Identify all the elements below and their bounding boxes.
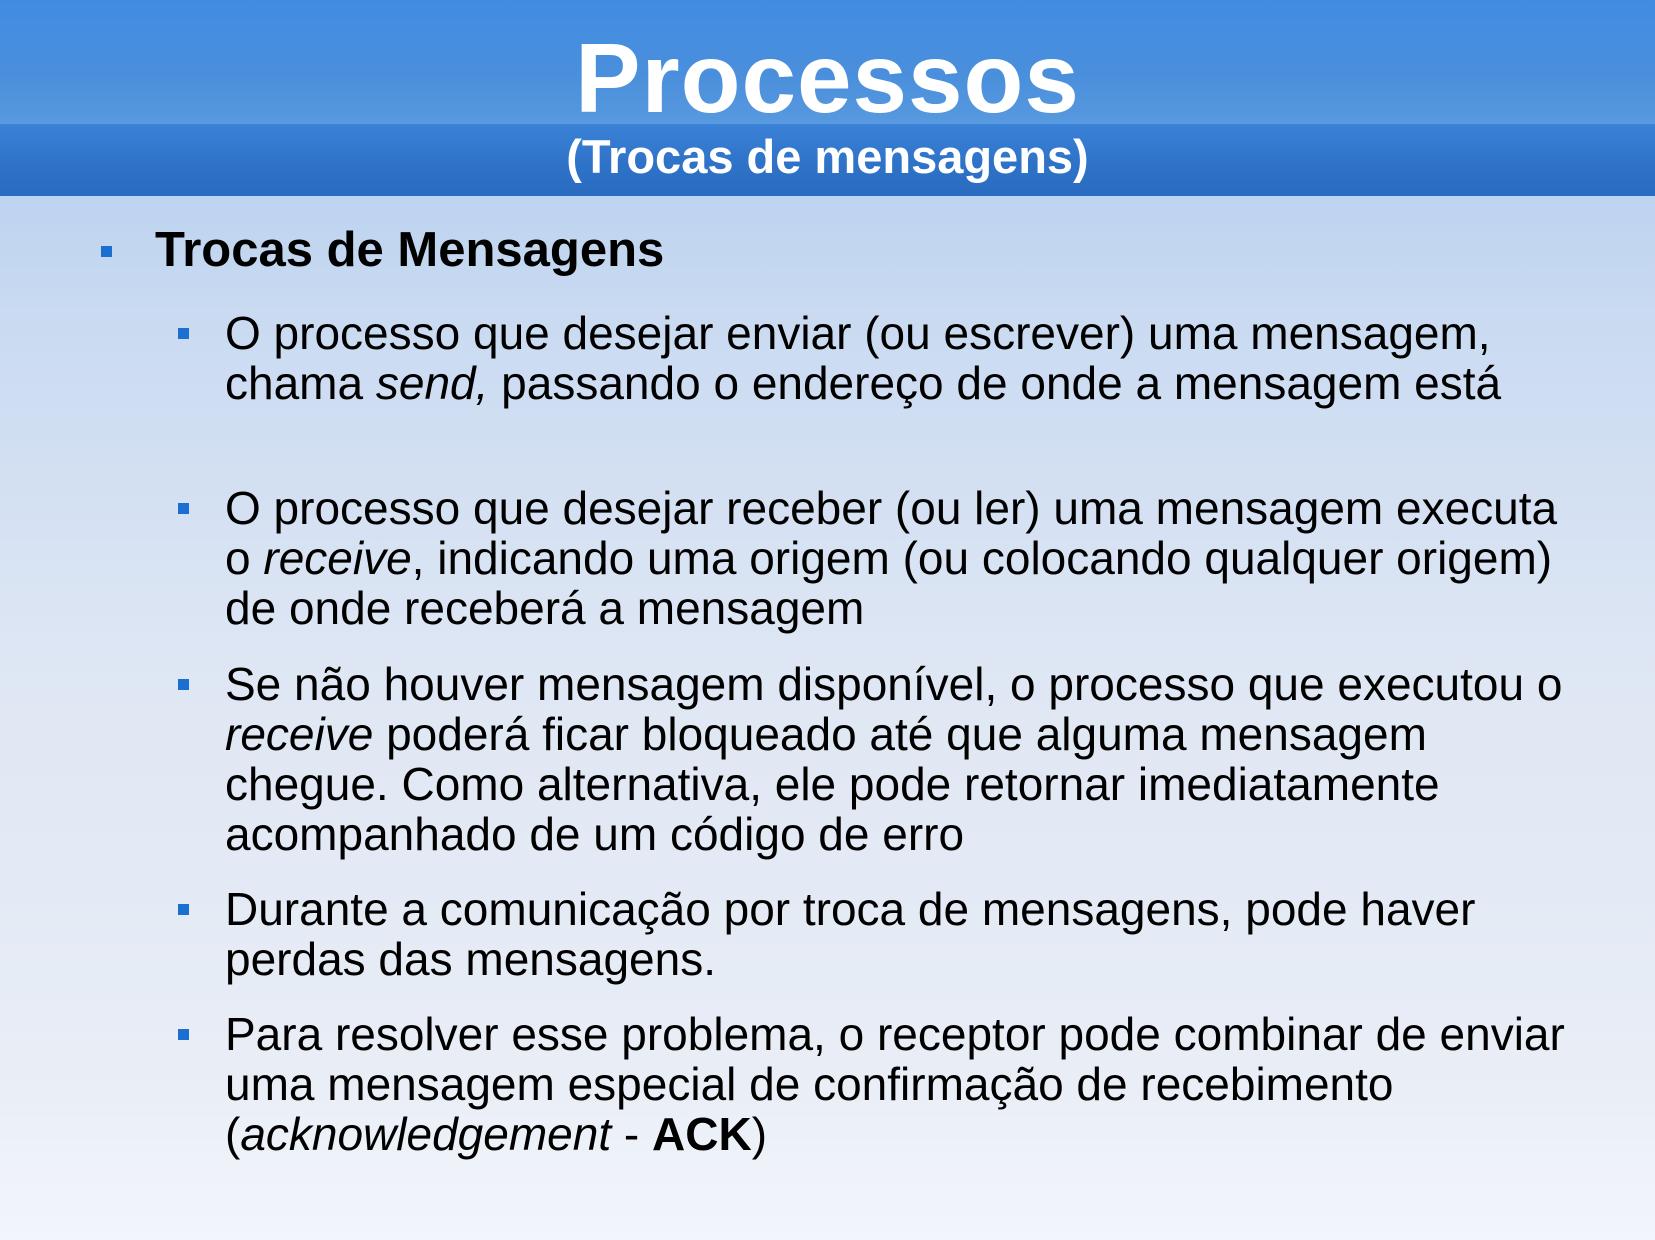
bullet-icon	[178, 904, 189, 915]
list-item	[225, 1009, 1585, 1159]
item-text: poderá ficar bloqueado até que alguma mensagem chegue. Como alternativa, ele pode retornar imediatamente acompanhado de um código de erro	[225, 708, 1440, 860]
bullet-icon	[178, 503, 189, 514]
item-text: passando o endereço de onde a mensagem está	[488, 357, 1502, 409]
item-text: Se não houver mensagem disponível, o processo que executou o	[225, 658, 1563, 710]
item-emphasis: receive	[263, 532, 412, 584]
list-item	[225, 483, 1585, 633]
list-item	[225, 659, 1585, 859]
section-heading: Trocas de Mensagens	[155, 223, 665, 277]
item-text: )	[751, 1108, 768, 1160]
item-emphasis: receive	[225, 708, 374, 760]
item-strong: ACK	[652, 1108, 752, 1160]
item-text: O processo que desejar receber (ou ler) uma mensagem executa o	[225, 482, 1558, 584]
bullet-icon	[178, 328, 189, 339]
item-text: Durante a comunicação por troca de mensagens, pode haver perdas das mensagens.	[225, 883, 1476, 985]
slide-title: Processos	[575, 23, 1080, 133]
item-emphasis: send,	[375, 357, 489, 409]
bullet-icon	[178, 1029, 189, 1040]
bullet-icon	[178, 679, 189, 690]
item-text: Para resolver esse problema, o receptor pode combinar de enviar uma mensagem especial de confirmação de recebimento (	[225, 1008, 1565, 1160]
item-text: -	[611, 1108, 653, 1160]
item-text: O processo que desejar enviar (ou escrever) uma mensagem, chama	[225, 307, 1491, 409]
list-item	[225, 308, 1585, 408]
item-emphasis: acknowledgement	[240, 1108, 612, 1160]
slide-header	[0, 0, 1655, 196]
bullet-icon	[101, 246, 112, 257]
slide-subtitle: (Trocas de mensagens)	[566, 130, 1089, 183]
item-text: , indicando uma origem (ou colocando qualquer origem) de onde receberá a mensagem	[225, 532, 1553, 634]
list-item	[225, 884, 1585, 984]
